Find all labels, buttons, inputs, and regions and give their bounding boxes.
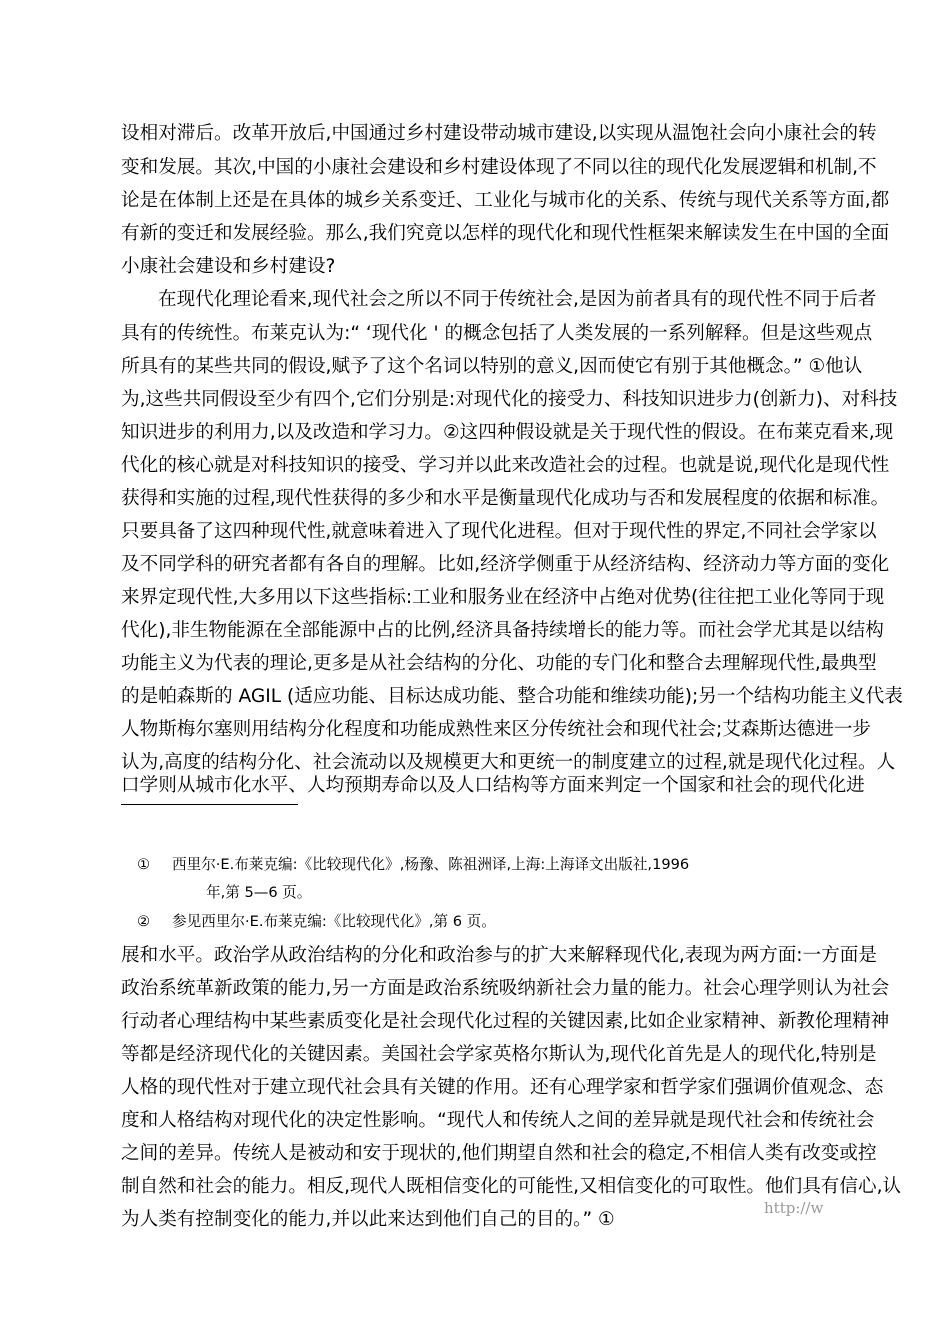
footnote-2-line-1: 参见西里尔·E.布莱克编:《比较现代化》,第 6 页。: [172, 913, 496, 930]
paragraph-line: 小康社会建设和乡村建设?: [121, 256, 336, 277]
paragraph-line: 所具有的某些共同的假设,赋予了这个名词以特别的意义,因而使它有别于其他概念。” ①他认: [121, 356, 863, 377]
paragraph-line: 变和发展。其次,中国的小康社会建设和乡村建设体现了不同以往的现代化发展逻辑和机制,不: [121, 157, 877, 178]
paragraph-line: 制自然和社会的能力。相反,现代人既相信变化的可能性,又相信变化的可取性。他们具有信心,认: [121, 1176, 902, 1197]
paragraph-line: 代化的核心就是对科技知识的接受、学习并以此来改造社会的过程。也就是说,现代化是现代性: [121, 455, 890, 476]
paragraph-line: 有新的变迁和发展经验。那么,我们究竟以怎样的现代化和现代性框架来解读发生在中国的全面: [121, 223, 890, 244]
paragraph-line: 在现代化理论看来,现代社会之所以不同于传统社会,是因为前者具有的现代性不同于后者: [158, 289, 877, 310]
paragraph-line: 来界定现代性,大多用以下这些指标:工业和服务业在经济中占绝对优势(往往把工业化等同于现: [121, 587, 885, 608]
paragraph-line: 之间的差异。传统人是被动和安于现状的,他们期望自然和社会的稳定,不相信人类有改变或控: [121, 1143, 877, 1164]
footnote-marker-1: ①: [137, 856, 151, 873]
paragraph-line: 功能主义为代表的理论,更多是从社会结构的分化、功能的专门化和整合去理解现代性,最典型: [121, 653, 877, 674]
footnote-1-line-2: 年,第 5—6 页。: [206, 884, 312, 901]
paragraph-line: 人格的现代性对于建立现代社会具有关键的作用。还有心理学家和哲学家们强调价值观念、态: [121, 1077, 884, 1098]
paragraph-line: 展和水平。政治学从政治结构的分化和政治参与的扩大来解释现代化,表现为两方面:一方面是: [121, 945, 877, 966]
footnote-divider: [121, 804, 298, 805]
url-watermark: http://w: [764, 1199, 824, 1217]
paragraph-line: 人物斯梅尔塞则用结构分化程度和功能成熟性来区分传统社会和现代社会;艾森斯达德进一步: [121, 719, 872, 740]
paragraph-line: 度和人格结构对现代化的决定性影响。“现代人和传统人之间的差异就是现代社会和传统社会: [121, 1110, 875, 1131]
paragraph-line: 为,这些共同假设至少有四个,它们分别是:对现代化的接受力、科技知识进步力(创新力)、对科技: [121, 389, 898, 410]
paragraph-line: 具有的传统性。布莱克认为:“ ‘现代化 ' 的概念包括了人类发展的一系列解释。但是这些观点: [121, 323, 873, 344]
paragraph-line: 等都是经济现代化的关键因素。美国社会学家英格尔斯认为,现代化首先是人的现代化,特别是: [121, 1044, 877, 1065]
paragraph-line: 为人类有控制变化的能力,并以此来达到他们自己的目的。” ①: [121, 1209, 615, 1230]
paragraph-line: 只要具备了这四种现代性,就意味着进入了现代化进程。但对于现代性的界定,不同社会学家以: [121, 521, 877, 542]
paragraph-line: 设相对滞后。改革开放后,中国通过乡村建设带动城市建设,以实现从温饱社会向小康社会的转: [121, 123, 877, 144]
paragraph-line: 政治系统革新政策的能力,另一方面是政治系统吸纳新社会力量的能力。社会心理学则认为社会: [121, 978, 890, 999]
footnote-marker-2: ②: [137, 913, 151, 930]
paragraph-line: 口学则从城市化水平、人均预期寿命以及人口结构等方面来判定一个国家和社会的现代化进: [121, 775, 865, 796]
paragraph-line: 获得和实施的过程,现代性获得的多少和水平是衡量现代化成功与否和发展程度的依据和标准。: [121, 488, 890, 509]
paragraph-line: 行动者心理结构中某些素质变化是社会现代化过程的关键因素,比如企业家精神、新教伦理精神: [121, 1011, 890, 1032]
paragraph-line: 知识进步的利用力,以及改造和学习力。②这四种假设就是关于现代性的假设。在布莱克看来,现: [121, 422, 894, 443]
paragraph-line: 论是在体制上还是在具体的城乡关系变迁、工业化与城市化的关系、传统与现代关系等方面,都: [121, 190, 890, 211]
paragraph-line: 及不同学科的研究者都有各自的理解。比如,经济学侧重于从经济结构、经济动力等方面的变化: [121, 554, 890, 575]
paragraph-line: 代化),非生物能源在全部能源中占的比例,经济具备持续增长的能力等。而社会学尤其是以结构: [121, 620, 884, 641]
paragraph-line: 的是帕森斯的 AGIL (适应功能、目标达成功能、整合功能和维续功能);另一个结构功能主义代表: [121, 686, 903, 707]
paragraph-line: 认为,高度的结构分化、社会流动以及规模更大和更统一的制度建立的过程,就是现代化过程。人: [121, 752, 896, 773]
footnote-1-line-1: 西里尔·E.布莱克编:《比较现代化》,杨豫、陈祖洲译,上海:上海译文出版社,1996: [172, 856, 690, 873]
